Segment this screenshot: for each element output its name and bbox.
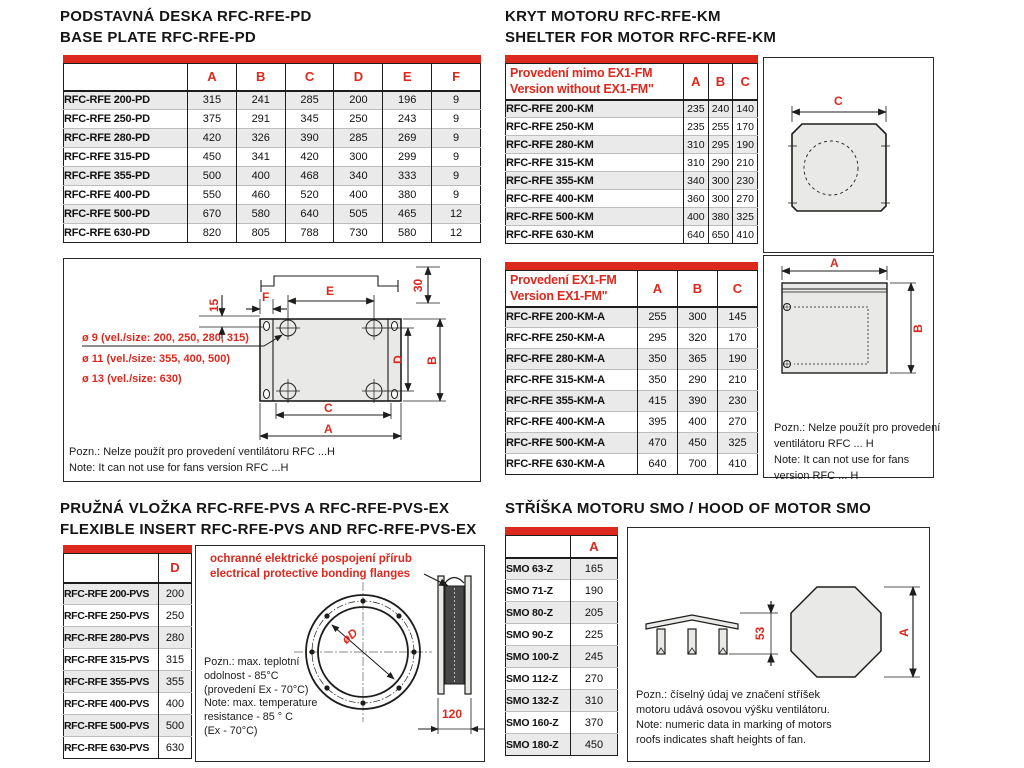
row-label: RFC-RFE 315-PVS (64, 649, 159, 671)
km-section-title (505, 6, 776, 48)
row-label: SMO 71-Z (506, 580, 571, 602)
dim-value: 500 (188, 167, 237, 186)
column-header-d: D (159, 554, 192, 583)
pvs-dimension-table (63, 553, 192, 759)
table-row (64, 737, 192, 759)
dim-label-15: 15 (207, 298, 222, 313)
dim-value: 375 (188, 110, 237, 129)
dim-value: 320 (678, 328, 718, 349)
table-row (506, 100, 758, 118)
dim-value: 300 (334, 148, 383, 167)
dim-value: 9 (432, 148, 481, 167)
dim-value: 468 (285, 167, 334, 186)
dim-value: 270 (733, 190, 758, 208)
dim-value: 460 (236, 186, 285, 205)
smo-section-title (505, 498, 871, 519)
dim-label-c: C (324, 401, 333, 415)
dim-value: 290 (708, 154, 733, 172)
row-label: RFC-RFE 315-KM-A (506, 370, 638, 391)
dim-value: 650 (708, 226, 733, 244)
table-corner-header-line: Version without EX1-FM" (510, 82, 654, 97)
dim-value: 420 (188, 129, 237, 148)
table-row (506, 454, 758, 475)
dim-value: 190 (733, 136, 758, 154)
table-accent-bar (505, 527, 618, 535)
row-label: SMO 80-Z (506, 602, 571, 624)
dim-value: 395 (638, 412, 678, 433)
dim-value: 370 (571, 712, 618, 734)
row-label: RFC-RFE 630-KM-A (506, 454, 638, 475)
dim-value: 270 (718, 412, 758, 433)
table-row (506, 208, 758, 226)
dim-value: 365 (678, 349, 718, 370)
km-note-line2: ventilátoru RFC ... H (774, 438, 874, 450)
table-row (64, 693, 192, 715)
dim-value: 310 (571, 690, 618, 712)
row-label: RFC-RFE 280-KM-A (506, 349, 638, 370)
hole-size-note-3: ø 13 (vel./size: 630) (82, 373, 182, 385)
dim-value: 165 (571, 558, 618, 580)
table-corner-header-line: Provedení EX1-FM (510, 273, 617, 288)
smo-title: STŘÍŠKA MOTORU SMO / HOOD OF MOTOR SMO (505, 500, 872, 517)
pvs-note-line2: odolnost - 85°C (204, 669, 279, 682)
row-label: RFC-RFE 200-PVS (64, 587, 150, 600)
km-dimension-table-2 (505, 270, 758, 475)
column-header-a: A (638, 271, 678, 307)
table-accent-bar (63, 545, 192, 553)
dim-value: 400 (236, 167, 285, 186)
dim-value: 400 (159, 693, 192, 715)
column-header-a: A (684, 64, 709, 100)
row-label: RFC-RFE 250-PD (64, 110, 188, 129)
km-dimension-table-1 (505, 63, 758, 244)
dim-label-e: E (326, 284, 335, 298)
pd-dimension-table (63, 63, 481, 243)
dim-label-a: A (830, 256, 839, 270)
table-row (506, 690, 618, 712)
km-note-line4: version RFC ... H (774, 470, 859, 482)
table-row (506, 154, 758, 172)
dim-value: 170 (718, 328, 758, 349)
row-label: SMO 160-Z (506, 712, 571, 734)
km-title-en: SHELTER FOR MOTOR RFC-RFE-KM (505, 29, 777, 46)
table-corner-header (64, 64, 188, 91)
table-row (64, 167, 481, 186)
dim-value: 390 (285, 129, 334, 148)
dim-value: 243 (383, 110, 432, 129)
dim-value: 269 (383, 129, 432, 148)
table-row (506, 349, 758, 370)
table-row (506, 646, 618, 668)
row-label: RFC-RFE 400-PVS (64, 693, 159, 715)
dim-value: 640 (684, 226, 709, 244)
dim-label-a: A (324, 422, 333, 436)
row-label: RFC-RFE 355-KM (506, 172, 684, 190)
dim-value: 360 (684, 190, 709, 208)
row-label: RFC-RFE 200-KM-A (506, 311, 605, 324)
table-row (506, 370, 758, 391)
pvs-note-line4: Note: max. temperature (204, 697, 318, 710)
dim-value: 9 (432, 91, 481, 110)
dim-value: 200 (159, 583, 192, 605)
dim-value: 580 (236, 205, 285, 224)
bonding-label-cs: ochranné elektrické pospojení přírub (210, 553, 412, 565)
table-corner-header (506, 64, 684, 100)
dim-value: 225 (571, 624, 618, 646)
row-label: RFC-RFE 400-PD (64, 186, 188, 205)
row-label: RFC-RFE 250-KM (506, 118, 684, 136)
row-label: RFC-RFE 280-PD (64, 129, 188, 148)
dim-value: 326 (236, 129, 285, 148)
dim-value: 450 (188, 148, 237, 167)
smo-drawing-box (627, 527, 930, 762)
table-row (64, 715, 192, 737)
dim-value: 380 (708, 208, 733, 226)
dim-value: 241 (236, 91, 285, 110)
dim-value: 291 (236, 110, 285, 129)
dim-value: 250 (159, 605, 192, 627)
dim-value: 140 (733, 100, 758, 118)
table-row (64, 649, 192, 671)
dim-value: 250 (334, 110, 383, 129)
column-header-c: C (733, 64, 758, 100)
dim-value: 230 (733, 172, 758, 190)
table-row (506, 172, 758, 190)
pvs-note-line6: (Ex - 70°C) (204, 724, 258, 737)
dim-value: 420 (285, 148, 334, 167)
dim-value: 285 (334, 129, 383, 148)
table-row (64, 186, 481, 205)
dim-value: 390 (678, 391, 718, 412)
dim-value: 820 (188, 224, 237, 243)
table-row (64, 627, 192, 649)
dim-label-f: F (262, 290, 270, 304)
km-table-ex1fm (505, 262, 758, 475)
pvs-table (63, 545, 192, 759)
row-label: RFC-RFE 250-KM-A (506, 328, 638, 349)
table-corner-header (64, 554, 159, 583)
row-label: RFC-RFE 630-PVS (64, 737, 159, 759)
row-label: SMO 112-Z (506, 668, 571, 690)
dim-value: 340 (684, 172, 709, 190)
dim-value: 12 (432, 205, 481, 224)
pvs-title-en: FLEXIBLE INSERT RFC-RFE-PVS AND RFC-RFE-PVS-EX (60, 521, 477, 538)
dim-label-b: B (910, 324, 925, 333)
pvs-note-line3: (provedení Ex - 70°C) (204, 683, 309, 696)
hole-size-note-1: ø 9 (vel./size: 200, 250, 280, 315) (82, 332, 249, 344)
dim-value: 450 (678, 433, 718, 454)
smo-note (636, 688, 832, 748)
dim-value: 295 (708, 136, 733, 154)
dim-value: 500 (159, 715, 192, 737)
km-table-without-ex1fm (505, 55, 758, 244)
dim-value: 240 (708, 100, 733, 118)
dim-value: 295 (638, 328, 678, 349)
dim-value: 190 (571, 580, 618, 602)
dimension-table (63, 553, 192, 759)
table-corner-header (506, 536, 571, 558)
pvs-note (204, 656, 317, 739)
pd-note-en: Note: It can not use for fans version RFC ...H (69, 462, 289, 474)
dim-label-30: 30 (411, 278, 426, 293)
pd-section-title (60, 6, 312, 48)
dim-value: 9 (432, 110, 481, 129)
row-label: RFC-RFE 630-PD (64, 224, 188, 243)
table-row (64, 224, 481, 243)
dim-value: 255 (708, 118, 733, 136)
dim-value: 12 (432, 224, 481, 243)
table-row (506, 307, 758, 328)
row-label: SMO 90-Z (506, 624, 571, 646)
dim-value: 325 (718, 433, 758, 454)
dim-value: 640 (285, 205, 334, 224)
dimension-table (505, 63, 758, 244)
dim-value: 300 (678, 307, 718, 328)
dim-value: 520 (285, 186, 334, 205)
table-row (64, 205, 481, 224)
pvs-section-title (60, 498, 477, 540)
row-label: RFC-RFE 500-PVS (64, 715, 159, 737)
dim-value: 299 (383, 148, 432, 167)
pvs-drawing-box (195, 545, 485, 762)
km-top-view-drawing (764, 58, 933, 252)
table-accent-bar (505, 55, 758, 63)
dim-value: 345 (285, 110, 334, 129)
smo-dimension-table (505, 535, 618, 756)
table-corner-header (506, 271, 638, 307)
row-label: RFC-RFE 500-KM-A (506, 433, 638, 454)
dim-value: 280 (159, 627, 192, 649)
table-row (506, 734, 618, 756)
row-label: RFC-RFE 280-PVS (64, 627, 159, 649)
table-accent-bar (505, 262, 758, 270)
dim-value: 788 (285, 224, 334, 243)
row-label: RFC-RFE 280-KM (506, 136, 684, 154)
dim-value: 310 (684, 154, 709, 172)
dim-value: 400 (334, 186, 383, 205)
pd-table (63, 55, 481, 243)
table-row (506, 602, 618, 624)
row-label: RFC-RFE 315-KM (506, 154, 684, 172)
column-header-c: C (718, 271, 758, 307)
pd-note-cs: Pozn.: Nelze použít pro provedení ventilátoru RFC ...H (69, 446, 335, 458)
dimension-table (63, 63, 481, 243)
dim-value: 190 (718, 349, 758, 370)
table-row (506, 668, 618, 690)
hole-size-note-2: ø 11 (vel./size: 355, 400, 500) (82, 353, 230, 365)
dim-value: 450 (571, 734, 618, 756)
table-corner-header-line: Version EX1-FM" (510, 289, 608, 304)
dim-value: 145 (718, 307, 758, 328)
dim-value: 9 (432, 129, 481, 148)
table-row (506, 412, 758, 433)
dim-value: 196 (383, 91, 432, 110)
dim-value: 630 (159, 737, 192, 759)
row-label: RFC-RFE 500-KM (506, 208, 684, 226)
dim-value: 285 (285, 91, 334, 110)
table-row (64, 605, 192, 627)
dim-value: 270 (571, 668, 618, 690)
dim-value: 805 (236, 224, 285, 243)
table-row (506, 712, 618, 734)
dim-value: 415 (638, 391, 678, 412)
row-label: RFC-RFE 500-PD (64, 205, 188, 224)
row-label: SMO 180-Z (506, 734, 571, 756)
dim-value: 255 (638, 307, 678, 328)
km-top-view-drawing-box (763, 57, 934, 253)
dim-value: 580 (383, 224, 432, 243)
dim-value: 325 (733, 208, 758, 226)
pd-title-cs: PODSTAVNÁ DESKA RFC-RFE-PD (60, 8, 312, 25)
smo-table (505, 527, 618, 756)
column-header-b: B (678, 271, 718, 307)
table-row (506, 433, 758, 454)
dim-label-d: D (390, 355, 405, 364)
column-header-e: E (383, 64, 432, 91)
dim-value: 340 (334, 167, 383, 186)
dim-value: 505 (334, 205, 383, 224)
dim-value: 380 (383, 186, 432, 205)
dim-value: 235 (684, 100, 709, 118)
row-label: RFC-RFE 400-KM-A (506, 412, 638, 433)
km-side-view-drawing-box (763, 255, 941, 482)
dim-value: 9 (432, 167, 481, 186)
column-header-a: A (188, 64, 237, 91)
dim-value: 235 (684, 118, 709, 136)
table-row (506, 391, 758, 412)
table-row (506, 624, 618, 646)
dim-value: 700 (678, 454, 718, 475)
smo-note-line2: motoru udává osovou výšku ventilátoru. (636, 704, 830, 716)
pvs-note-line5: resistance - 85 ° C (204, 711, 293, 724)
pvs-title-cs: PRUŽNÁ VLOŽKA RFC-RFE-PVS A RFC-RFE-PVS-EX (60, 500, 450, 517)
row-label: RFC-RFE 355-PVS (64, 671, 159, 693)
dim-value: 170 (733, 118, 758, 136)
row-label: RFC-RFE 630-KM (506, 226, 684, 244)
row-label: SMO 100-Z (506, 646, 571, 668)
table-row (506, 190, 758, 208)
row-label: RFC-RFE 200-KM (506, 102, 594, 115)
dim-value: 210 (718, 370, 758, 391)
dim-value: 730 (334, 224, 383, 243)
dim-value: 670 (188, 205, 237, 224)
table-row (64, 671, 192, 693)
dim-value: 310 (684, 136, 709, 154)
column-header-b: B (236, 64, 285, 91)
base-plate-drawing-box (63, 258, 481, 482)
dim-value: 290 (678, 370, 718, 391)
column-header-c: C (285, 64, 334, 91)
row-label: RFC-RFE 315-PD (64, 148, 188, 167)
dim-value: 410 (718, 454, 758, 475)
dim-value: 410 (733, 226, 758, 244)
smo-note-line1: Pozn.: číselný údaj ve značení stříšek (636, 689, 821, 701)
table-row (64, 129, 481, 148)
row-label: SMO 132-Z (506, 690, 571, 712)
dim-label-b: B (424, 356, 439, 365)
table-row (506, 328, 758, 349)
dim-value: 300 (708, 190, 733, 208)
table-row (64, 583, 192, 605)
dim-label-a: A (896, 628, 911, 637)
dim-value: 341 (236, 148, 285, 167)
dim-value: 350 (638, 349, 678, 370)
table-accent-bar (63, 55, 481, 63)
row-label: RFC-RFE 400-KM (506, 190, 684, 208)
row-label: SMO 63-Z (506, 562, 553, 575)
table-row (506, 580, 618, 602)
dim-label-120: 120 (442, 707, 463, 721)
dim-value: 200 (334, 91, 383, 110)
table-row (64, 148, 481, 167)
dim-value: 230 (718, 391, 758, 412)
km-title-cs: KRYT MOTORU RFC-RFE-KM (505, 8, 721, 25)
km-note (774, 420, 940, 484)
dim-value: 205 (571, 602, 618, 624)
dim-value: 400 (678, 412, 718, 433)
dimension-table (505, 270, 758, 475)
row-label: RFC-RFE 355-KM-A (506, 391, 638, 412)
dim-value: 315 (159, 649, 192, 671)
dim-value: 245 (571, 646, 618, 668)
row-label: RFC-RFE 355-PD (64, 167, 188, 186)
dim-label-c: C (834, 94, 843, 108)
dim-value: 300 (708, 172, 733, 190)
dimension-table (505, 535, 618, 756)
pvs-note-line1: Pozn.: max. teplotní (204, 656, 300, 668)
column-header-a: A (571, 536, 618, 558)
column-header-f: F (432, 64, 481, 91)
dim-label-53: 53 (753, 626, 768, 641)
table-row (506, 226, 758, 244)
bonding-label-en: electrical protective bonding flanges (210, 568, 411, 580)
dim-value: 355 (159, 671, 192, 693)
table-row (506, 558, 618, 580)
dim-value: 470 (638, 433, 678, 454)
smo-note-line4: roofs indicates shaft heights of fan. (636, 734, 806, 746)
table-row (506, 136, 758, 154)
pd-title-en: BASE PLATE RFC-RFE-PD (60, 29, 257, 46)
dim-value: 210 (733, 154, 758, 172)
dim-value: 333 (383, 167, 432, 186)
dim-value: 465 (383, 205, 432, 224)
table-corner-header-line: Provedení mimo EX1-FM (510, 66, 653, 81)
dim-value: 640 (638, 454, 678, 475)
column-header-d: D (334, 64, 383, 91)
dim-value: 350 (638, 370, 678, 391)
dim-value: 9 (432, 186, 481, 205)
km-note-line3: Note: It can not use for fans (774, 454, 910, 466)
table-row (506, 118, 758, 136)
dim-value: 315 (188, 91, 237, 110)
km-note-line1: Pozn.: Nelze použít pro provedení (774, 422, 941, 434)
row-label: RFC-RFE 200-PD (64, 94, 150, 107)
row-label: RFC-RFE 250-PVS (64, 605, 159, 627)
dim-value: 550 (188, 186, 237, 205)
smo-note-line3: Note: numeric data in marking of motors (636, 719, 832, 731)
table-row (64, 110, 481, 129)
table-row (64, 91, 481, 110)
dim-label-od: øD (339, 625, 361, 647)
dim-value: 400 (684, 208, 709, 226)
column-header-b: B (708, 64, 733, 100)
